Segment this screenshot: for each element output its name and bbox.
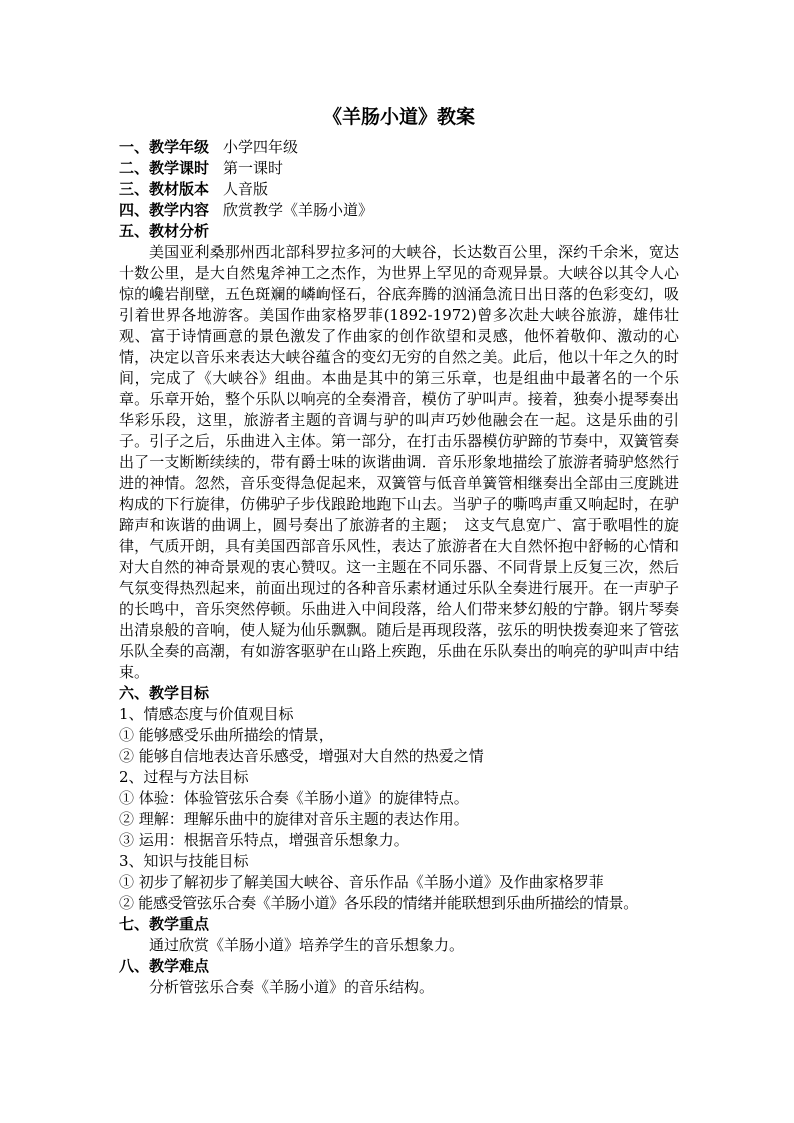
goal-item: ① 能够感受乐曲所描绘的情景， — [119, 726, 334, 744]
section-difficulty-heading: 八、教学难点 — [119, 957, 210, 975]
key-point-text: 通过欣赏《羊肠小道》培养学生的音乐想象力。 — [149, 936, 465, 954]
section-label: 三、教材版本 — [119, 180, 210, 198]
section-label: 一、教学年级 — [119, 138, 210, 156]
page-title: 《羊肠小道》教案 — [322, 106, 475, 128]
document-page — [119, 103, 679, 998]
section-key-point-heading: 七、教学重点 — [119, 915, 210, 933]
goal-item: ② 理解：理解乐曲中的旋律对音乐主题的表达作用。 — [119, 810, 469, 828]
section-label: 四、教学内容 — [119, 201, 210, 219]
section-grade — [119, 137, 679, 158]
section-value: 小学四年级 — [223, 138, 299, 156]
section-label: 二、教学课时 — [119, 159, 210, 177]
goal-item: ② 能够自信地表达音乐感受，增强对大自然的热爱之情 — [119, 747, 484, 765]
goal-item: ① 初步了解初步了解美国大峡谷、音乐作品《羊肠小道》及作曲家格罗菲 — [119, 873, 604, 891]
section-edition — [119, 179, 679, 200]
goal-item: ③ 运用：根据音乐特点，增强音乐想象力。 — [119, 831, 409, 849]
section-analysis-heading: 五、教材分析 — [119, 222, 210, 240]
goal-group-2-heading: 2、过程与方法目标 — [119, 768, 249, 786]
goal-group-1-heading: 1、情感态度与价值观目标 — [119, 705, 294, 723]
section-content — [119, 200, 679, 221]
section-period — [119, 158, 679, 179]
section-value: 欣赏教学《羊肠小道》 — [223, 201, 374, 219]
goal-item: ② 能感受管弦乐合奏《羊肠小道》各乐段的情绪并能联想到乐曲所描绘的情景。 — [119, 894, 638, 912]
section-value: 人音版 — [223, 180, 269, 198]
analysis-paragraph: 美国亚利桑那州西北部科罗拉多河的大峡谷，长达数百公里，深约千余米，宽达十数公里，是大自然鬼斧神工之杰作，为世界上罕见的奇观异景。大峡谷以其令人心惊的巉岩削壁，五色斑斓的嶙峋怪石，谷底奔腾的汹涌急流日出日落的色彩变幻，吸引着世界各地游客。美国作曲家格罗菲(1892-1972)曾多次赴大峡谷旅游，雄伟壮观、富于诗情画意的景色激发了作曲家的创作欲望和灵感，他怀着敬仰、激动的心情，决定以音乐来表达大峡谷蕴含的变幻无穷的自然之美。此后，他以十年之久的时间，完成了《大峡谷》组曲。本曲是其中的第三乐章，也是组曲中最著名的一个乐章。乐章开始，整个乐队以响亮的全奏滑音，模仿了驴叫声。接着，独奏小提琴奏出华彩乐段，这里，旅游者主题的音调与驴的叫声巧妙他融会在一起。这是乐曲的引子。引子之后，乐曲进入主体。第一部分，在打击乐器模仿驴蹄的节奏中，双簧管奏出了一支断断续续的，带有爵士味的诙谐曲调．音乐形象地描绘了旅游者骑驴悠然行进的神情。忽然，音乐变得急促起来，双簧管与低音单簧管相继奏出全部由三度跳进构成的下行旋律，仿佛驴子步伐踉跄地跑下山去。当驴子的嘶鸣声重又响起时，在驴蹄声和诙谐的曲调上，圆号奏出了旅游者的主题； 这支气息宽广、富于歌唱性的旋律，气质开朗，具有美国西部音乐风性，表达了旅游者在大自然怀抱中舒畅的心情和对大自然的神奇景观的衷心赞叹。这一主题在不同乐器、不同背景上反复三次，然后气氛变得热烈起来，前面出现过的各种音乐素材通过乐队全奏进行展开。在一声驴子的长鸣中，音乐突然停顿。乐曲进入中间段落，给人们带来梦幻般的宁静。钢片琴奏出清泉般的音响，使人疑为仙乐飘飘。随后是再现段落，弦乐的明快拨奏迎来了管弦乐队全奏的高潮，有如游客驱驴在山路上疾跑，乐曲在乐队奏出的响亮的驴叫声中结束。 — [119, 243, 679, 681]
section-goals-heading: 六、教学目标 — [119, 684, 210, 702]
goal-group-3-heading: 3、知识与技能目标 — [119, 852, 249, 870]
goal-item: ① 体验：体验管弦乐合奏《羊肠小道》的旋律特点。 — [119, 789, 469, 807]
difficulty-text: 分析管弦乐合奏《羊肠小道》的音乐结构。 — [149, 978, 435, 996]
section-value: 第一课时 — [223, 159, 284, 177]
